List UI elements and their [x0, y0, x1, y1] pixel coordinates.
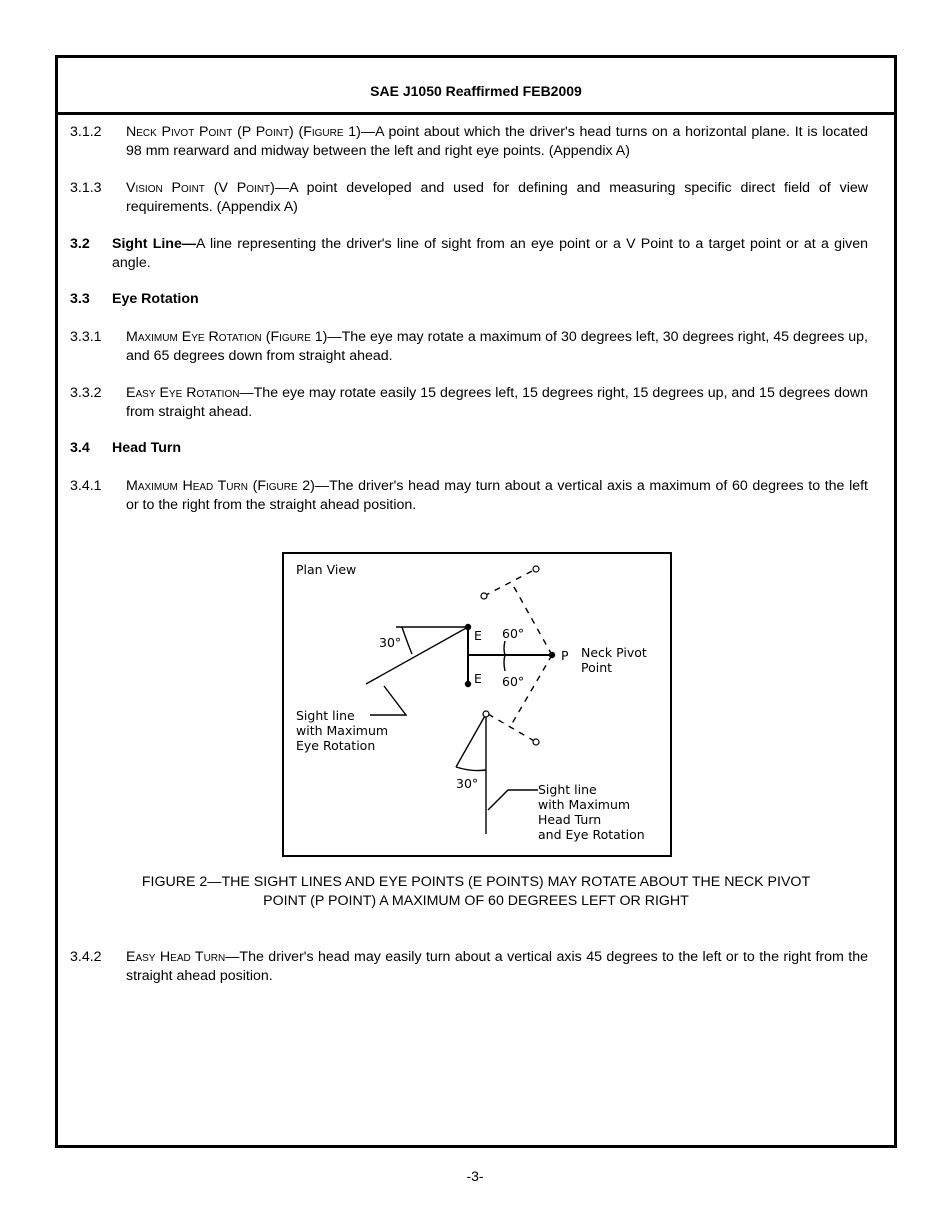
angle-arc-60-bottom — [504, 655, 505, 671]
section-title: Easy Eye Rotation — [126, 385, 240, 401]
caption-line-1: FIGURE 2—THE SIGHT LINES AND EYE POINTS (E POINTS) MAY ROTATE ABOUT THE NECK PIVOT — [141, 874, 811, 890]
section-text: —A point developed and used for defining and measuring specific direct field of view requirements. (Appendix A) — [126, 180, 868, 215]
header-divider — [58, 112, 894, 115]
pivot-label: P — [561, 648, 569, 663]
rotated-eye-bottom-2 — [533, 739, 539, 745]
document-header: SAE J1050 Reaffirmed FEB2009 — [370, 83, 582, 99]
eye-point-top — [465, 624, 471, 630]
sight-eye-line-1: Sight line — [296, 708, 355, 723]
section-3-2 — [70, 235, 868, 273]
section-number: 3.3.2 — [70, 385, 102, 401]
section-text: A line representing the driver's line of sight from an eye point or a V Point to a target point or at a given angle. — [112, 236, 868, 271]
sight-head-line-3: Head Turn — [538, 812, 602, 827]
sight-eye-leader — [370, 686, 406, 715]
section-number: 3.4.2 — [70, 949, 102, 965]
section-number: 3.2 — [70, 236, 90, 252]
eye-label-top: E — [474, 628, 482, 643]
section-number: 3.3 — [70, 291, 90, 307]
sight-eye-line-2: with Maximum — [296, 723, 389, 738]
section-title: Sight Line— — [112, 236, 197, 252]
rotated-eye-line-bottom — [488, 714, 536, 742]
sight-head-leader — [488, 790, 538, 810]
section-text: —The eye may rotate easily 15 degrees left, 15 degrees right, 15 degrees up, and 15 degrees down from straight ahead. — [126, 385, 868, 420]
rotated-eye-line-top — [484, 569, 536, 596]
angle-label-60-top: 60° — [502, 626, 525, 641]
section-3-3-2 — [70, 384, 868, 422]
neck-pivot-line-1: Neck Pivot — [581, 645, 647, 660]
angle-label-30-bottom: 30° — [456, 776, 479, 791]
document-frame — [55, 55, 897, 1148]
page-number: -3- — [466, 1168, 484, 1184]
rotated-head-line-bottom — [510, 655, 552, 727]
section-number: 3.4 — [70, 440, 90, 456]
section-3-4 — [70, 440, 182, 456]
rotated-eye-top-2 — [533, 566, 539, 572]
section-3-4-2 — [70, 948, 868, 986]
section-number: 3.3.1 — [70, 329, 102, 345]
neck-pivot-line-2: Point — [581, 660, 613, 675]
angle-label-60-bottom: 60° — [502, 674, 525, 689]
section-3-1-2 — [70, 123, 868, 161]
section-3-3-1 — [70, 328, 868, 366]
sight-head-line-1: Sight line — [538, 782, 597, 797]
rotated-eye-bottom-1 — [483, 711, 489, 717]
section-text: —The driver's head may easily turn about a vertical axis 45 degrees to the left or to the right from the straight ahead position. — [126, 949, 868, 984]
angle-arc-30-bottom — [456, 767, 486, 771]
section-3-1-3 — [70, 179, 868, 217]
rotated-eye-top-1 — [481, 593, 487, 599]
eye-label-bottom: E — [474, 671, 482, 686]
angle-arc-60-top — [504, 641, 505, 655]
section-number: 3.1.2 — [70, 124, 102, 140]
section-title: Maximum Eye Rotation (Figure 1) — [126, 329, 328, 345]
section-3-4-1 — [70, 477, 868, 515]
figure-2-caption — [88, 873, 864, 911]
section-title: Head Turn — [112, 440, 182, 456]
section-3-3 — [70, 291, 199, 307]
angle-label-30-top: 30° — [379, 635, 402, 650]
section-number: 3.4.1 — [70, 478, 102, 494]
section-title: Neck Pivot Point (P Point) (Figure 1) — [126, 124, 361, 140]
caption-line-2: POINT (P POINT) A MAXIMUM OF 60 DEGREES LEFT OR RIGHT — [263, 893, 689, 909]
plan-view-label: Plan View — [296, 562, 357, 577]
head-eye-sight-line — [456, 714, 486, 767]
angle-arc-30-top — [402, 627, 412, 654]
sight-head-line-2: with Maximum — [538, 797, 631, 812]
section-text: —The driver's head may turn about a vertical axis a maximum of 60 degrees to the left or to the right from the straight ahead position. — [126, 478, 868, 513]
figure-2-svg — [284, 554, 670, 855]
section-title: Eye Rotation — [112, 291, 199, 307]
rotated-head-line-top — [514, 587, 552, 655]
figure-2-diagram — [282, 552, 672, 857]
sight-head-line-4: and Eye Rotation — [538, 827, 645, 842]
section-text: —A point about which the driver's head turns on a horizontal plane. It is located 98 mm rearward and midway between the left and right eye points. (Appendix A) — [126, 124, 868, 159]
eye-point-bottom — [465, 681, 471, 687]
section-title: Vision Point (V Point) — [126, 180, 275, 196]
section-title: Easy Head Turn — [126, 949, 226, 965]
section-text: —The eye may rotate a maximum of 30 degrees left, 30 degrees right, 45 degrees up, and 65 degrees down from straight ahead. — [126, 329, 868, 364]
section-number: 3.1.3 — [70, 180, 102, 196]
section-title: Maximum Head Turn (Figure 2) — [126, 478, 315, 494]
pivot-point — [549, 652, 555, 658]
sight-eye-line-3: Eye Rotation — [296, 738, 376, 753]
